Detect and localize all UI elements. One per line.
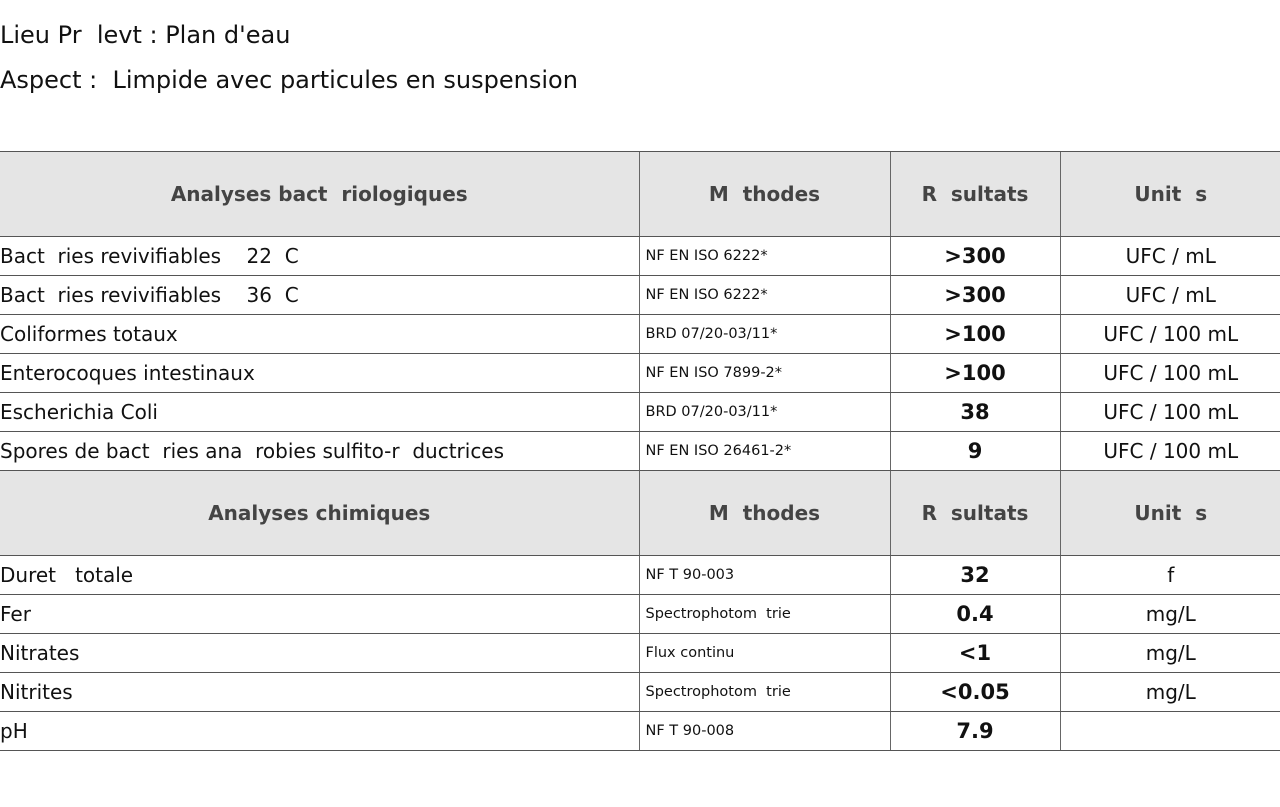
analysis-unit: UFC / 100 mL (1060, 393, 1280, 432)
column-header-results: R sultats (890, 152, 1060, 237)
table-row (0, 432, 1280, 471)
analysis-name: Coliformes totaux (0, 315, 639, 354)
analysis-name: Nitrites (0, 673, 639, 712)
table-row (0, 354, 1280, 393)
analysis-method: Spectrophotom trie (639, 595, 890, 634)
column-header-methods: M thodes (639, 152, 890, 237)
analysis-unit: mg/L (1060, 634, 1280, 673)
analysis-method: NF EN ISO 6222* (639, 276, 890, 315)
column-header-analysis: Analyses chimiques (0, 471, 639, 556)
analysis-name: Nitrates (0, 634, 639, 673)
analysis-method: BRD 07/20-03/11* (639, 315, 890, 354)
table-row (0, 595, 1280, 634)
analysis-method: Flux continu (639, 634, 890, 673)
column-header-methods: M thodes (639, 471, 890, 556)
analysis-results-table (0, 151, 1280, 751)
analysis-unit (1060, 712, 1280, 751)
analysis-unit: f (1060, 556, 1280, 595)
analysis-method: NF EN ISO 6222* (639, 237, 890, 276)
analysis-unit: UFC / mL (1060, 276, 1280, 315)
analysis-result: <0.05 (890, 673, 1060, 712)
analysis-result: >300 (890, 276, 1060, 315)
section-header-chemical (0, 471, 1280, 556)
sampling-location-line: Lieu Pr levt : Plan d'eau (0, 21, 291, 49)
column-header-units: Unit s (1060, 152, 1280, 237)
analysis-method: Spectrophotom trie (639, 673, 890, 712)
table-row (0, 556, 1280, 595)
analysis-unit: UFC / 100 mL (1060, 432, 1280, 471)
analysis-result: 9 (890, 432, 1060, 471)
analysis-method: BRD 07/20-03/11* (639, 393, 890, 432)
analysis-name: Escherichia Coli (0, 393, 639, 432)
analysis-result: >300 (890, 237, 1060, 276)
analysis-result: 0.4 (890, 595, 1060, 634)
analysis-unit: UFC / mL (1060, 237, 1280, 276)
aspect-line: Aspect : Limpide avec particules en suspension (0, 66, 578, 94)
table-row (0, 634, 1280, 673)
analysis-name: Spores de bact ries ana robies sulfito-r ductrices (0, 432, 639, 471)
analysis-unit: UFC / 100 mL (1060, 354, 1280, 393)
analysis-method: NF EN ISO 26461-2* (639, 432, 890, 471)
analysis-method: NF EN ISO 7899-2* (639, 354, 890, 393)
table-row (0, 315, 1280, 354)
analysis-result: 38 (890, 393, 1060, 432)
analysis-method: NF T 90-003 (639, 556, 890, 595)
analysis-name: Enterocoques intestinaux (0, 354, 639, 393)
analysis-name: Bact ries revivifiables 36 C (0, 276, 639, 315)
analysis-name: Duret totale (0, 556, 639, 595)
analysis-method: NF T 90-008 (639, 712, 890, 751)
analysis-result: >100 (890, 315, 1060, 354)
analysis-name: Fer (0, 595, 639, 634)
table-row (0, 712, 1280, 751)
table-row (0, 276, 1280, 315)
analysis-result: 32 (890, 556, 1060, 595)
analysis-unit: mg/L (1060, 673, 1280, 712)
analysis-unit: UFC / 100 mL (1060, 315, 1280, 354)
table-row (0, 237, 1280, 276)
column-header-results: R sultats (890, 471, 1060, 556)
table-row (0, 393, 1280, 432)
analysis-result: <1 (890, 634, 1060, 673)
column-header-analysis: Analyses bact riologiques (0, 152, 639, 237)
analysis-unit: mg/L (1060, 595, 1280, 634)
analysis-name: pH (0, 712, 639, 751)
analysis-result: >100 (890, 354, 1060, 393)
analysis-result: 7.9 (890, 712, 1060, 751)
section-header-bacteriological (0, 152, 1280, 237)
table-row (0, 673, 1280, 712)
analysis-name: Bact ries revivifiables 22 C (0, 237, 639, 276)
column-header-units: Unit s (1060, 471, 1280, 556)
